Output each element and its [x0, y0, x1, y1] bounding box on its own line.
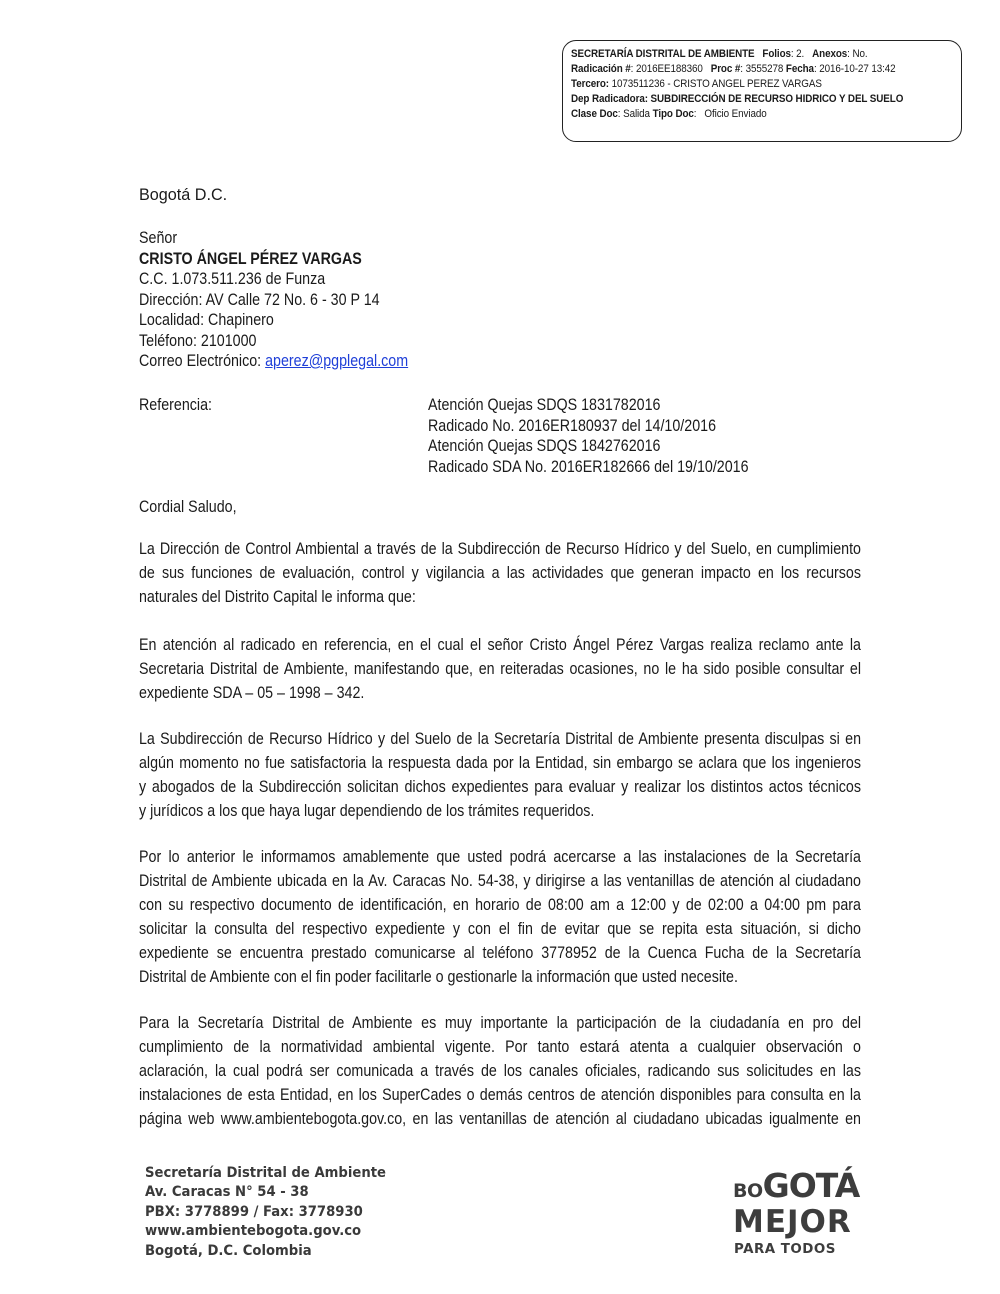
reference-list	[428, 395, 801, 477]
reference-item-text: Atención Quejas SDQS 1842762016	[428, 436, 661, 455]
paragraph-line	[139, 893, 861, 917]
logo-line-1	[733, 1166, 859, 1205]
paragraph-line	[139, 1083, 861, 1107]
greeting	[139, 497, 252, 518]
recipient-address	[139, 290, 419, 311]
stamp-tercero-label: Tercero:	[571, 78, 609, 90]
stamp-clase: : Salida	[617, 108, 650, 120]
reference-item-text: Radicado SDA No. 2016ER182666 del 19/10/2016	[428, 456, 749, 476]
reference-label-text: Referencia:	[139, 395, 212, 414]
stamp-fecha-label: Fecha	[785, 63, 814, 75]
reference-item	[428, 395, 801, 416]
paragraph-line	[139, 561, 861, 585]
stamp-line-tercero	[571, 77, 934, 92]
reference-item-text: Atención Quejas SDQS 1831782016	[428, 395, 661, 414]
paragraph-line-text: y jurídicos a los que haya lugar dependiendo de los trámites requeridos.	[139, 801, 595, 820]
reference-item	[428, 436, 801, 457]
paragraph-line-text: con su respectivo documento de identificación, en horario de 08:00 am a 12:00 y de 02:00 a 04:00 pm para	[139, 895, 861, 914]
logo-bo: BO	[733, 1180, 763, 1202]
paragraph-line-text: La Subdirección de Recurso Hídrico y del Suelo de la Secretaría Distrital de Ambiente presenta disculpas si en	[139, 729, 862, 748]
stamp-anexos-label: Anexos	[812, 48, 848, 60]
body-paragraph-4	[139, 845, 861, 989]
paragraph-line	[139, 585, 861, 609]
stamp-tipo-label: Tipo Doc	[652, 108, 694, 120]
recipient-name	[139, 249, 398, 270]
stamp-folios-label: Folios	[762, 48, 791, 60]
paragraph-line	[139, 633, 861, 657]
stamp-line-radicacion	[571, 62, 934, 77]
stamp-org: SECRETARÍA DISTRITAL DE AMBIENTE	[571, 48, 755, 60]
recipient-locality	[139, 310, 296, 331]
city-text: Bogotá D.C.	[139, 186, 228, 204]
footer-website: www.ambientebogota.gov.co	[145, 1223, 362, 1240]
paragraph-line-text: Por lo anterior le informamos amablemente que usted podrá acercarse a las instalaciones de la Secretaría	[139, 847, 861, 866]
email-label: Correo Electrónico:	[139, 351, 266, 370]
footer-org: Secretaría Distrital de Ambiente	[145, 1165, 386, 1181]
paragraph-line	[139, 751, 861, 775]
stamp-anexos: : No.	[847, 48, 868, 60]
recipient-name-text: CRISTO ÁNGEL PÉREZ VARGAS	[139, 248, 362, 268]
body-paragraph-2	[139, 633, 861, 705]
paragraph-line-text: algún momento no fue satisfactoria la respuesta dada por la Entidad, sin embargo se aclara que los ingenieros	[139, 753, 861, 772]
recipient-id-text: C.C. 1.073.511.236 de Funza	[139, 269, 326, 288]
bogota-mejor-logo	[733, 1162, 858, 1262]
paragraph-line	[139, 727, 861, 751]
paragraph-line-text: En atención al radicado en referencia, en el cual el señor Cristo Ángel Pérez Vargas realiza reclamo ante la	[139, 635, 861, 654]
stamp-dep-label: Dep Radicadora:	[571, 93, 648, 105]
stamp-proc-label: Proc #	[710, 63, 741, 75]
stamp-dep: SUBDIRECCIÓN DE RECURSO HIDRICO Y DEL SUELO	[647, 93, 904, 105]
body-paragraph-1	[139, 537, 861, 609]
footer-city: Bogotá, D.C. Colombia	[145, 1242, 312, 1259]
paragraph-line	[139, 965, 861, 989]
letter-city	[139, 185, 227, 206]
body-paragraph-5	[139, 1011, 861, 1131]
stamp-fecha: : 2016-10-27 13:42	[813, 63, 896, 75]
paragraph-line	[139, 1035, 861, 1059]
logo-mejor: MEJOR	[733, 1204, 852, 1240]
logo-gota: GOTÁ	[762, 1166, 860, 1205]
recipient-locality-text: Localidad: Chapinero	[139, 310, 274, 329]
email-link[interactable]: aperez@pgplegal.com	[265, 351, 409, 370]
stamp-line-org	[571, 47, 934, 62]
recipient-phone-text: Teléfono: 2101000	[139, 330, 257, 350]
reference-label	[139, 395, 224, 415]
paragraph-line-text: aclaración, la cual podrá ser comunicada a través de los canales oficiales, radicando sus solicitudes en las	[139, 1061, 861, 1080]
salutation-title-text: Señor	[139, 228, 178, 247]
stamp-radicacion: : 2016EE188360	[630, 63, 703, 75]
recipient-email-line	[139, 351, 452, 372]
paragraph-line-text: Distrital de Ambiente ubicada en la Av. Caracas No. 54-38, y dirigirse a las ventanillas de atención al ciudadano	[139, 871, 861, 890]
paragraph-line-text: Secretaria Distrital de Ambiente, manifestando que, en reiteradas ocasiones, no le ha sido posible consultar el	[139, 659, 862, 678]
recipient-email-wrap	[139, 351, 408, 372]
reference-item	[428, 416, 801, 437]
paragraph-line	[139, 799, 861, 823]
paragraph-line	[139, 941, 861, 965]
paragraph-line-text: La Dirección de Control Ambiental a través de la Subdirección de Recurso Hídrico y del Suelo, en cumplimiento	[139, 539, 861, 558]
reference-item	[428, 457, 801, 478]
paragraph-line-text: expediente SDA – 05 – 1998 – 342.	[139, 683, 365, 702]
paragraph-line	[139, 1011, 861, 1035]
stamp-line-dep	[571, 92, 934, 107]
stamp-tipo: : Oficio Enviado	[693, 108, 767, 120]
paragraph-line-text: solicitar la consulta del respectivo expediente y con el fin de evitar que se repita esta situación, si dicho	[139, 919, 861, 938]
footer-contact	[145, 1164, 404, 1261]
paragraph-line	[139, 657, 861, 681]
stamp-radicacion-label: Radicación #	[571, 63, 631, 75]
stamp-tercero: 1073511236 - CRISTO ANGEL PEREZ VARGAS	[608, 78, 822, 90]
paragraph-line-text: cumplimiento de la normatividad ambiental vigente. Por tanto estará atenta a cualquier observación o	[139, 1037, 861, 1056]
greeting-text: Cordial Saludo,	[139, 497, 237, 516]
stamp-clase-label: Clase Doc	[571, 108, 618, 120]
stamp-proc: : 3555278	[740, 63, 784, 75]
paragraph-line-text: página web www.ambientebogota.gov.co, en las ventanillas de atención al ciudadano ubicadas igualmente en	[139, 1109, 861, 1128]
footer-address: Av. Caracas N° 54 - 38	[145, 1184, 309, 1201]
paragraph-line-text: y abogados de la Subdirección solicitan dichos expedientes para evaluar y realizar los distintos actos técnicos	[139, 777, 861, 796]
recipient-phone	[139, 331, 276, 352]
stamp-line-clase	[571, 107, 934, 122]
paragraph-line-text: naturales del Distrito Capital le informa que:	[139, 587, 416, 606]
body-paragraph-3	[139, 727, 861, 823]
paragraph-line	[139, 537, 861, 561]
stamp-folios: : 2.	[790, 48, 805, 60]
paragraph-line-text: expediente se encuentra prestado comunicarse al teléfono 3778952 de la Cuenca Fucha de la Secretaría	[139, 943, 861, 962]
paragraph-line-text: Distrital de Ambiente con el fin poder facilitarle o gestionarle la información que usted necesite.	[139, 967, 738, 986]
paragraph-line-text: de sus funciones de evaluación, control y vigilancia a las actividades que generan impacto en los recursos	[139, 563, 861, 582]
paragraph-line	[139, 917, 861, 941]
reference-item-text: Radicado No. 2016ER180937 del 14/10/2016	[428, 415, 717, 435]
paragraph-line	[139, 775, 861, 799]
logo-para-todos: PARA TODOS	[734, 1242, 836, 1257]
paragraph-line	[139, 1059, 861, 1083]
paragraph-line	[139, 681, 861, 705]
footer-phone: PBX: 3778899 / Fax: 3778930	[145, 1203, 363, 1220]
paragraph-line-text: instalaciones de esta Entidad, en los SuperCades o demás centros de atención disponibles para consulta en la	[139, 1085, 861, 1104]
paragraph-line	[139, 845, 861, 869]
recipient-address-text: Dirección: AV Calle 72 No. 6 - 30 P 14	[139, 289, 380, 309]
recipient-id	[139, 269, 355, 290]
paragraph-line-text: Para la Secretaría Distrital de Ambiente es muy importante la participación de la ciudadanía en pro del	[139, 1013, 861, 1032]
paragraph-line	[139, 1107, 861, 1131]
filing-stamp	[562, 40, 962, 142]
paragraph-line	[139, 869, 861, 893]
salutation-title	[139, 228, 183, 249]
